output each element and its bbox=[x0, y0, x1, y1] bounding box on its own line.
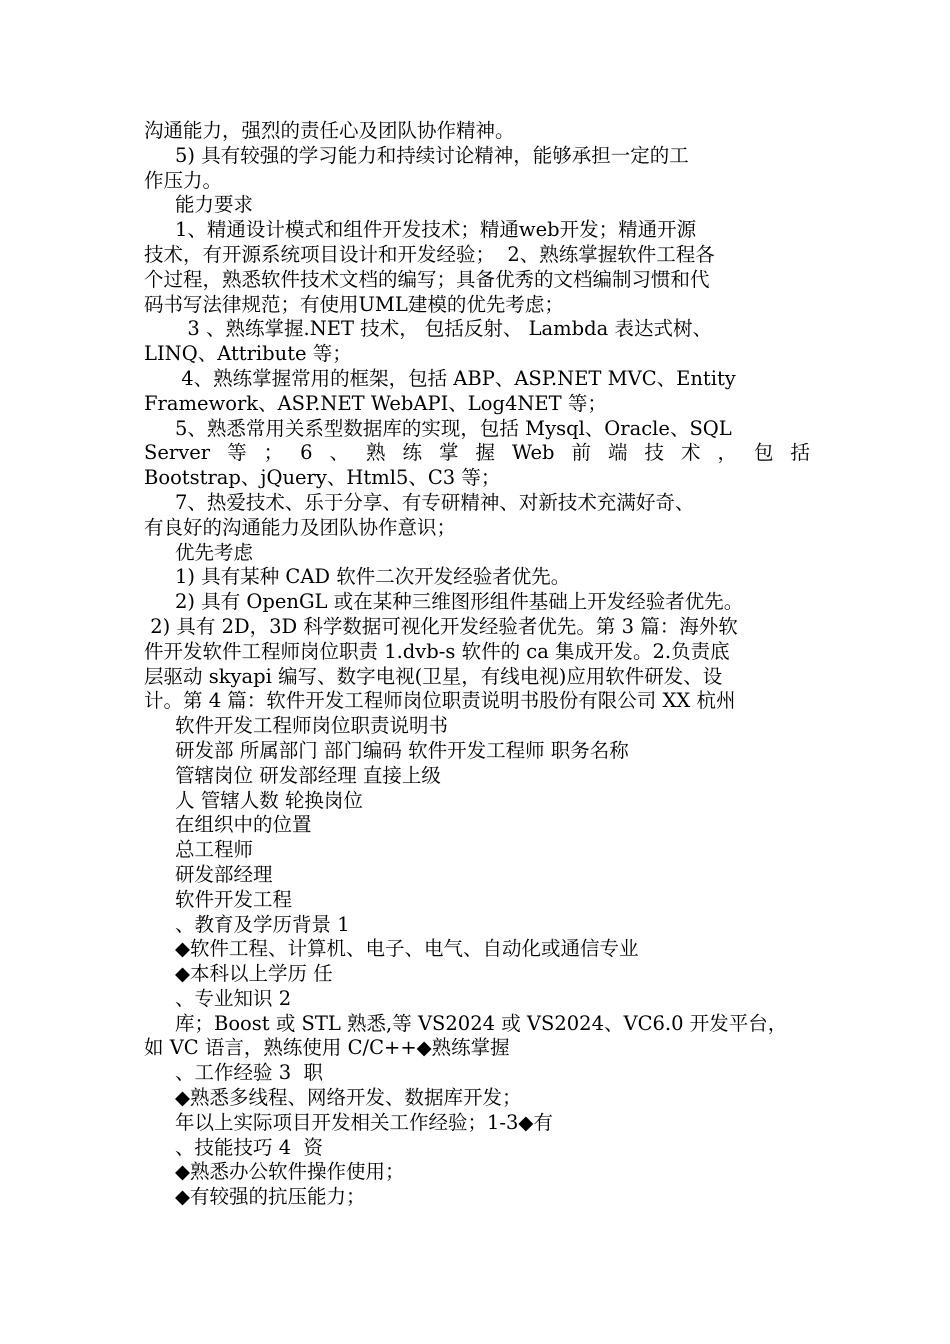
word: 前 bbox=[571, 441, 591, 465]
word: 端 bbox=[607, 441, 628, 465]
section-heading: 优先考虑 bbox=[144, 540, 253, 564]
section-heading: 软件开发工程师岗位职责说明书 bbox=[144, 714, 448, 738]
word: 术 bbox=[680, 441, 701, 465]
justified-text-line bbox=[144, 441, 810, 466]
text-line: 个过程，熟悉软件技术文档的编写；具备优秀的文档编制习惯和代 bbox=[144, 267, 710, 291]
word: Server bbox=[144, 441, 211, 465]
word: 、 bbox=[329, 441, 350, 465]
text-line: 、教育及学历背景 1 bbox=[144, 912, 350, 936]
text-line: 层驱动 skyapi 编写、数字电视(卫星，有线电视)应用软件研发、设 bbox=[144, 664, 723, 688]
word: 6 bbox=[300, 441, 313, 465]
text-line: 人 管辖人数 轮换岗位 bbox=[144, 788, 363, 812]
text-line: ◆软件工程、计算机、电子、电气、自动化或通信专业 bbox=[144, 937, 639, 961]
text-line: 有良好的沟通能力及团队协作意识； bbox=[144, 515, 457, 539]
text-line: 、工作经验 3 职 bbox=[144, 1061, 323, 1085]
word: 括 bbox=[790, 441, 810, 465]
text-line: ◆本科以上学历 任 bbox=[144, 962, 333, 986]
text-line: 1) 具有某种 CAD 软件二次开发经验者优先。 bbox=[144, 565, 571, 589]
word: ； bbox=[263, 441, 284, 465]
text-line: 码书写法律规范；有使用UML建模的优先考虑； bbox=[144, 292, 564, 316]
text-line: 件开发软件工程师岗位职责 1.dvb-s 软件的 ca 集成开发。2.负责底 bbox=[144, 639, 730, 663]
text-line: 沟通能力，强烈的责任心及团队协作精神。 bbox=[144, 119, 515, 142]
text-line: 5) 具有较强的学习能力和持续讨论精神，能够承担一定的工 bbox=[144, 143, 689, 167]
text-line: 总工程师 bbox=[144, 838, 253, 862]
text-line: 2) 具有 2D，3D 科学数据可视化开发经验者优先。第 3 篇：海外软 bbox=[144, 614, 738, 638]
section-heading: 能力要求 bbox=[144, 193, 253, 217]
word: 包 bbox=[753, 441, 774, 465]
text-line: ◆熟悉办公软件操作使用； bbox=[144, 1160, 405, 1184]
text-line: 3 、熟练掌握.NET 技术， 包括反射、 Lambda 表达式树、 bbox=[144, 317, 712, 341]
word: 熟 bbox=[366, 441, 386, 465]
text-line: 管辖岗位 研发部经理 直接上级 bbox=[144, 763, 441, 787]
text-line: 如 VC 语言，熟练使用 C/C++◆熟练掌握 bbox=[144, 1036, 510, 1060]
document-body bbox=[144, 119, 810, 1210]
word: Web bbox=[512, 441, 555, 465]
text-line: 、专业知识 2 bbox=[144, 986, 292, 1010]
word: 掌 bbox=[439, 441, 459, 465]
text-line: 7、热爱技术、乐于分享、有专研精神、对新技术充满好奇、 bbox=[144, 490, 695, 514]
text-line: 4、熟练掌握常用的框架，包括 ABP、ASP.NET MVC、Entity bbox=[144, 366, 736, 390]
text-line: 研发部经理 bbox=[144, 862, 273, 886]
text-line: Framework、ASP.NET WebAPI、Log4NET 等； bbox=[144, 391, 607, 415]
text-line: 作压力。 bbox=[144, 168, 223, 192]
text-line: Bootstrap、jQuery、Html5、C3 等； bbox=[144, 466, 501, 490]
word: 技 bbox=[644, 441, 664, 465]
text-line: LINQ、Attribute 等； bbox=[144, 342, 352, 366]
text-line: 1、精通设计模式和组件开发技术；精通web开发；精通开源 bbox=[144, 218, 697, 242]
text-line: 软件开发工程 bbox=[144, 887, 292, 911]
text-line: 计。第 4 篇：软件开发工程师岗位职责说明书股份有限公司 XX 杭州 bbox=[144, 689, 736, 713]
word: 等 bbox=[227, 441, 247, 465]
text-line: 年以上实际项目开发相关工作经验；1-3◆有 bbox=[144, 1110, 553, 1134]
text-line: ◆熟悉多线程、网络开发、数据库开发； bbox=[144, 1086, 522, 1110]
text-line: 5、熟悉常用关系型数据库的实现，包括 Mysql、Oracle、SQL bbox=[144, 416, 732, 440]
text-line: 在组织中的位置 bbox=[144, 813, 312, 837]
text-line: 库；Boost 或 STL 熟悉,等 VS2024 或 VS2024、VC6.0 开发平台， bbox=[144, 1011, 788, 1035]
word: ， bbox=[717, 441, 737, 465]
word: 握 bbox=[475, 441, 496, 465]
text-line: 技术，有开源系统项目设计和开发经验； 2、熟练掌握软件工程各 bbox=[144, 242, 715, 266]
text-line: 2) 具有 OpenGL 或在某种三维图形组件基础上开发经验者优先。 bbox=[144, 590, 744, 614]
text-line: ◆有较强的抗压能力； bbox=[144, 1185, 366, 1209]
text-line: 研发部 所属部门 部门编码 软件开发工程师 职务名称 bbox=[144, 738, 629, 762]
text-line: 、技能技巧 4 资 bbox=[144, 1135, 323, 1159]
word: 练 bbox=[402, 441, 423, 465]
